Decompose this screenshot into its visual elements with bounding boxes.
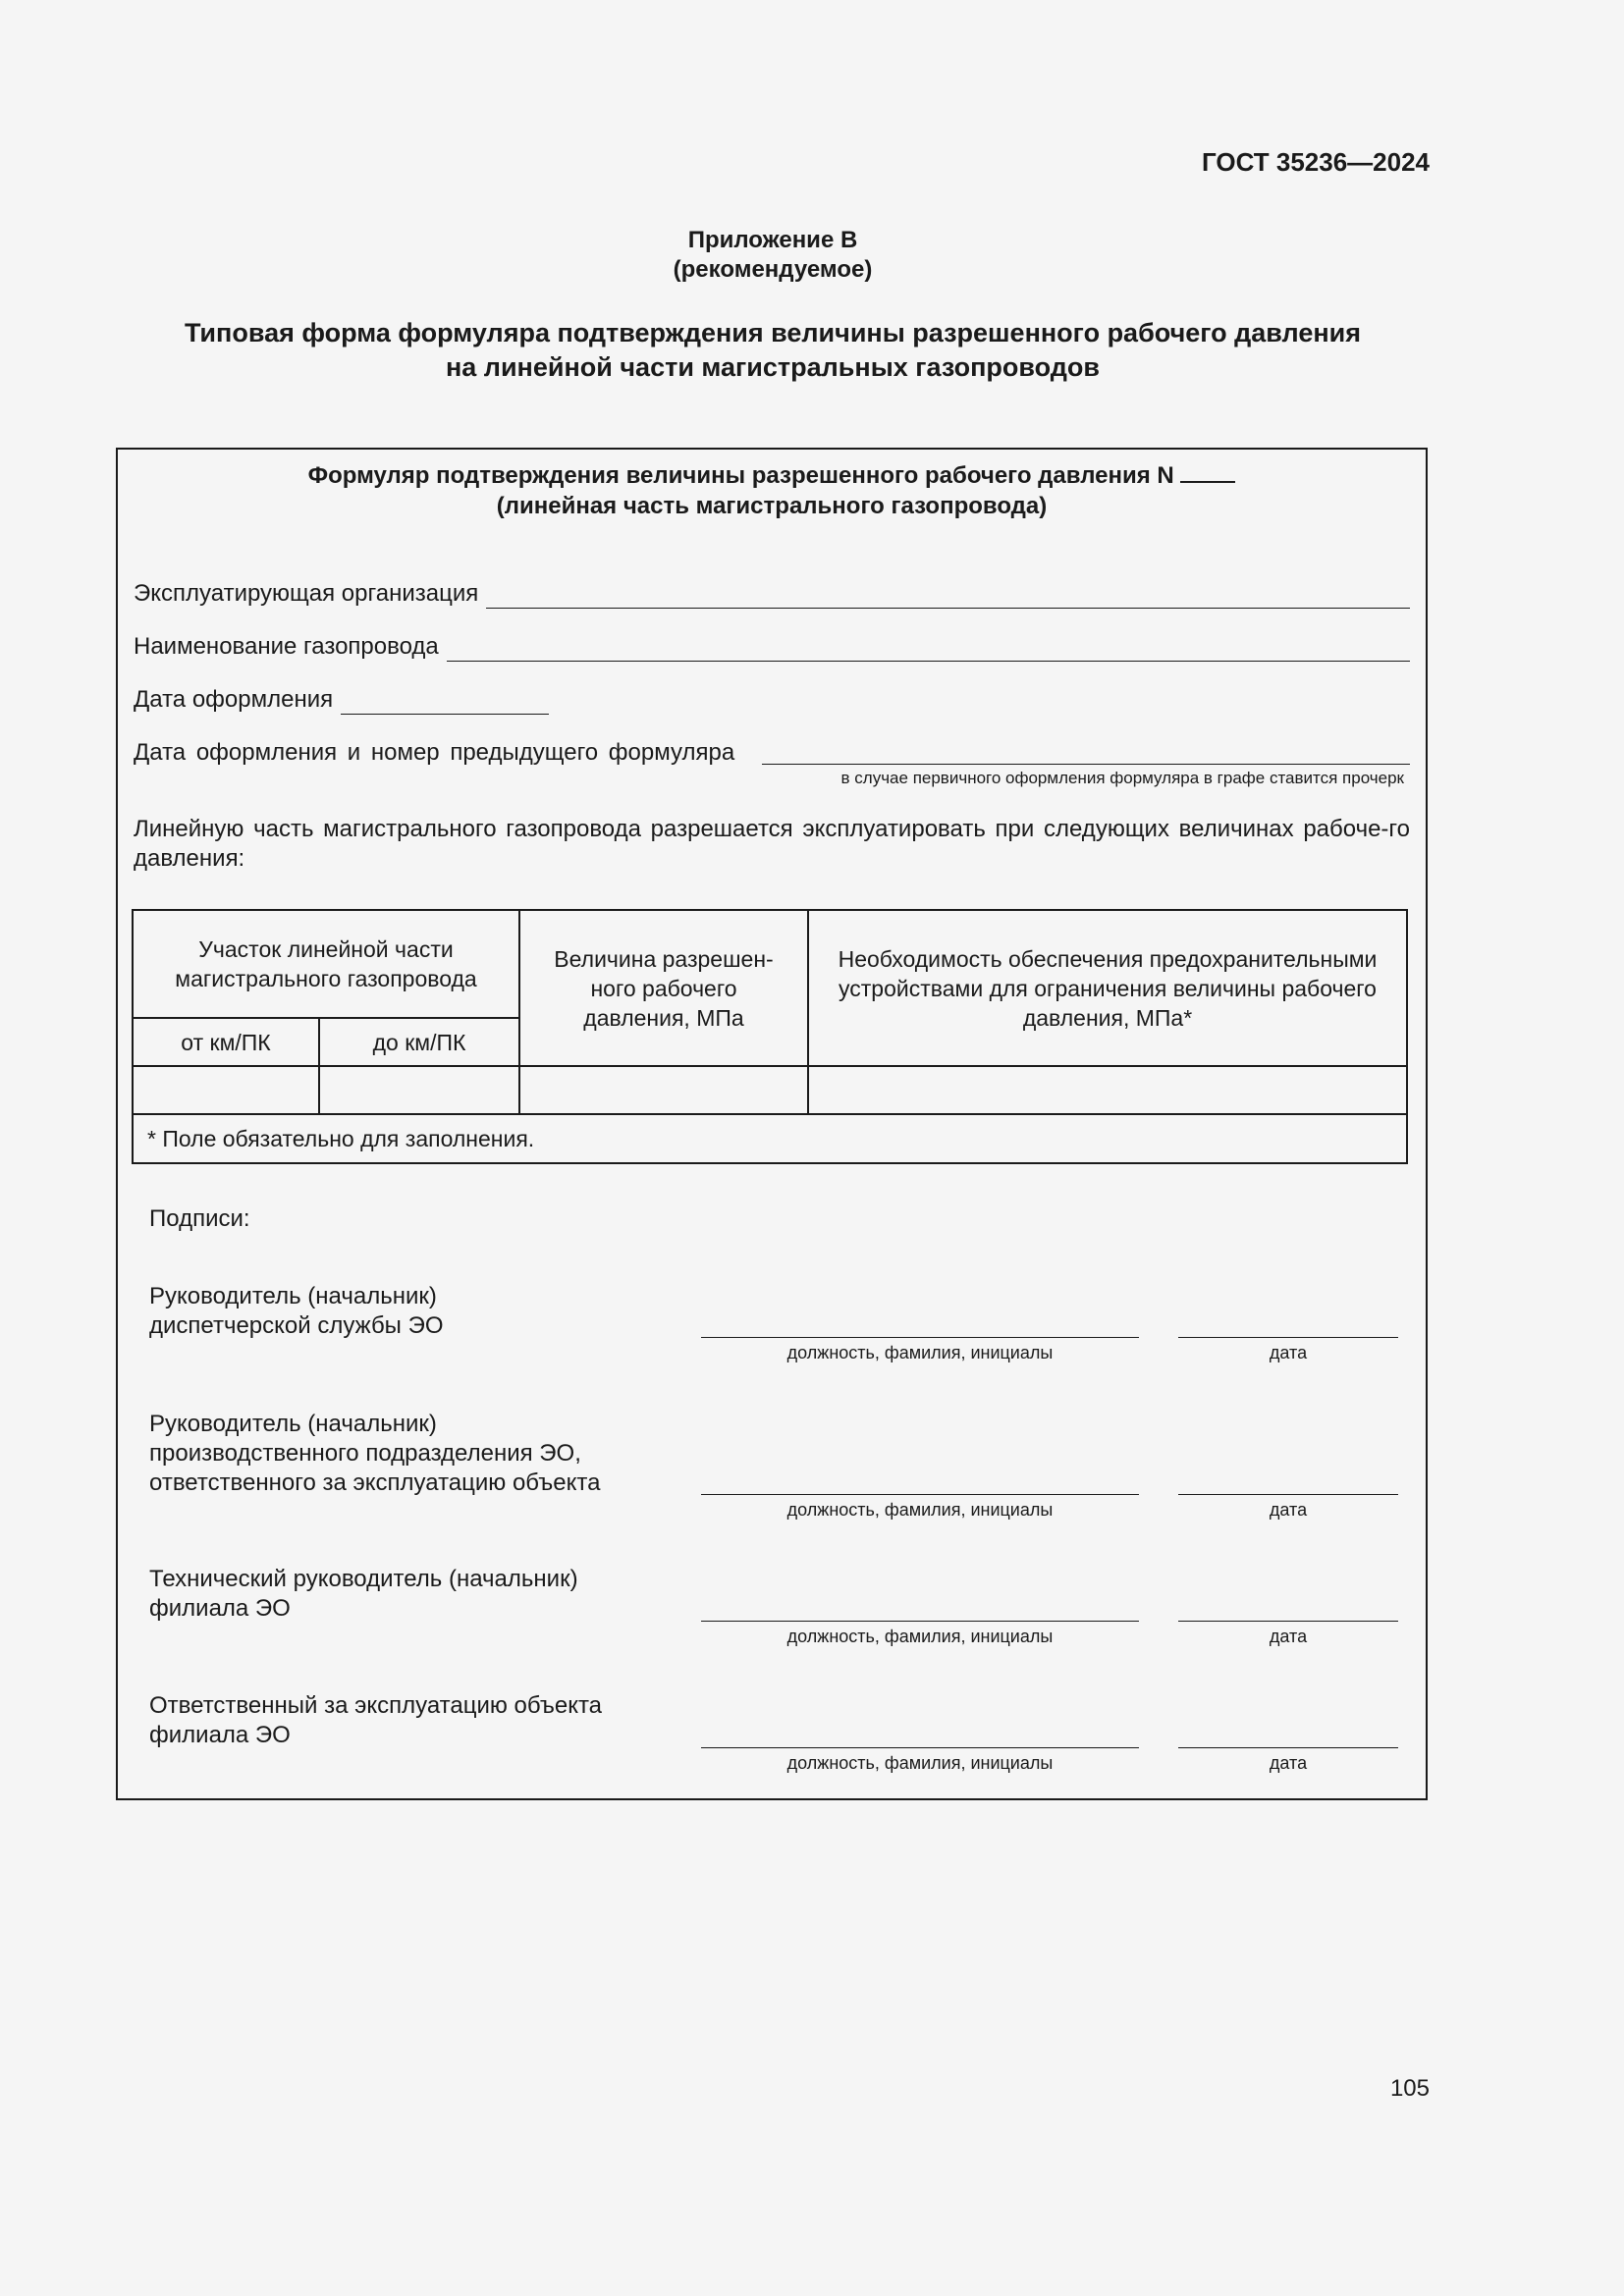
pressure-table [132,909,1408,1164]
signature-role-3-line2: филиала ЭО [149,1595,291,1622]
signature-1-date-line[interactable] [1178,1337,1398,1338]
table-footnote: * Поле обязательно для заполнения. [133,1114,1407,1163]
col-section-header-text: Участок линейной части магистрального газопровода [175,936,477,991]
signature-role-1 [149,1282,444,1341]
form-title-line1 [118,459,1426,491]
col-pressure-header-text: Величина разрешен-ного рабочего давления, МПа [554,945,774,1031]
previous-form-label: Дата оформления и номер предыдущего формуляра [134,739,735,766]
signature-2-position-caption: должность, фамилия, инициалы [786,1500,1054,1520]
signature-2-date-line[interactable] [1178,1494,1398,1495]
page-number: 105 [1389,2075,1430,2102]
signature-role-4 [149,1691,602,1750]
signature-1-date-caption: дата [1269,1343,1308,1362]
signature-3-date-caption: дата [1269,1627,1308,1646]
signatures-label: Подписи: [149,1205,250,1232]
signature-3-date-line[interactable] [1178,1621,1398,1622]
signature-1-position-caption: должность, фамилия, инициалы [786,1343,1054,1362]
signature-4-date-line[interactable] [1178,1747,1398,1748]
signature-role-4-line2: филиала ЭО [149,1722,291,1748]
cell-pressure[interactable] [519,1066,808,1114]
signature-role-2-line2: производственного подразделения ЭО, [149,1440,581,1467]
previous-form-blank[interactable] [762,764,1410,765]
col-safety-header-text: Необходимость обеспечения предохранительными устройствами для ограничения величины рабочего давления, МПа* [838,945,1378,1031]
pipeline-name-blank[interactable] [447,637,1410,662]
pipeline-name-field[interactable] [134,632,1410,662]
signature-1-position-line[interactable] [701,1337,1139,1338]
permission-paragraph: Линейную часть магистрального газопровода разрешается эксплуатировать при следующих величинах рабоче-го давления: [134,816,1410,872]
organization-field[interactable] [134,579,1410,609]
document-title [0,316,1545,385]
issue-date-field[interactable] [134,685,1410,715]
signature-4-position-caption: должность, фамилия, инициалы [786,1753,1054,1773]
signature-4-date-caption: дата [1269,1753,1308,1773]
appendix-heading [0,226,1545,285]
standard-code: ГОСТ 35236—2024 [1202,147,1430,177]
document-title-line1: Типовая форма формуляра подтверждения величины разрешенного рабочего давления [184,318,1362,347]
previous-form-note: в случае первичного оформления формуляра в графе ставится прочерк [840,769,1404,787]
signature-role-2 [149,1410,600,1498]
table-footnote-row [133,1114,1407,1163]
form-title-line2: (линейная часть магистрального газопровода) [496,493,1048,519]
document-title-line2: на линейной части магистральных газопроводов [445,352,1101,382]
appendix-label: Приложение В [687,227,858,253]
signature-role-3-line1: Технический руководитель (начальник) [149,1566,578,1592]
organization-blank[interactable] [486,584,1410,609]
signature-3-position-line[interactable] [701,1621,1139,1622]
signature-role-2-line1: Руководитель (начальник) [149,1411,437,1437]
signature-2-position-line[interactable] [701,1494,1139,1495]
organization-label: Эксплуатирующая организация [134,580,479,607]
signature-role-2-line3: ответственного за эксплуатацию объекта [149,1469,601,1496]
signature-role-3 [149,1565,578,1624]
issue-date-label: Дата оформления [134,686,334,713]
signature-2-date-caption: дата [1269,1500,1308,1520]
pipeline-name-label: Наименование газопровода [134,633,439,660]
form-number-blank[interactable] [1180,459,1235,483]
col-pressure-header [519,910,808,1066]
signature-role-4-line1: Ответственный за эксплуатацию объекта [149,1692,603,1719]
form-title-text: Формуляр подтверждения величины разрешенного рабочего давления N [307,462,1174,489]
form-title [118,459,1426,521]
form-frame [116,448,1428,1800]
signature-role-1-line1: Руководитель (начальник) [149,1283,437,1309]
cell-to[interactable] [319,1066,519,1114]
cell-from[interactable] [133,1066,319,1114]
col-section-header [133,910,519,1018]
issue-date-blank[interactable] [341,690,549,715]
signature-4-position-line[interactable] [701,1747,1139,1748]
signature-role-1-line2: диспетчерской службы ЭО [149,1312,444,1339]
table-header-row [133,910,1407,1018]
col-to-header: до км/ПК [319,1018,519,1066]
col-from-header: от км/ПК [133,1018,319,1066]
col-safety-header [808,910,1407,1066]
appendix-status: (рекомендуемое) [673,256,873,283]
signature-3-position-caption: должность, фамилия, инициалы [786,1627,1054,1646]
cell-safety[interactable] [808,1066,1407,1114]
table-row [133,1066,1407,1114]
